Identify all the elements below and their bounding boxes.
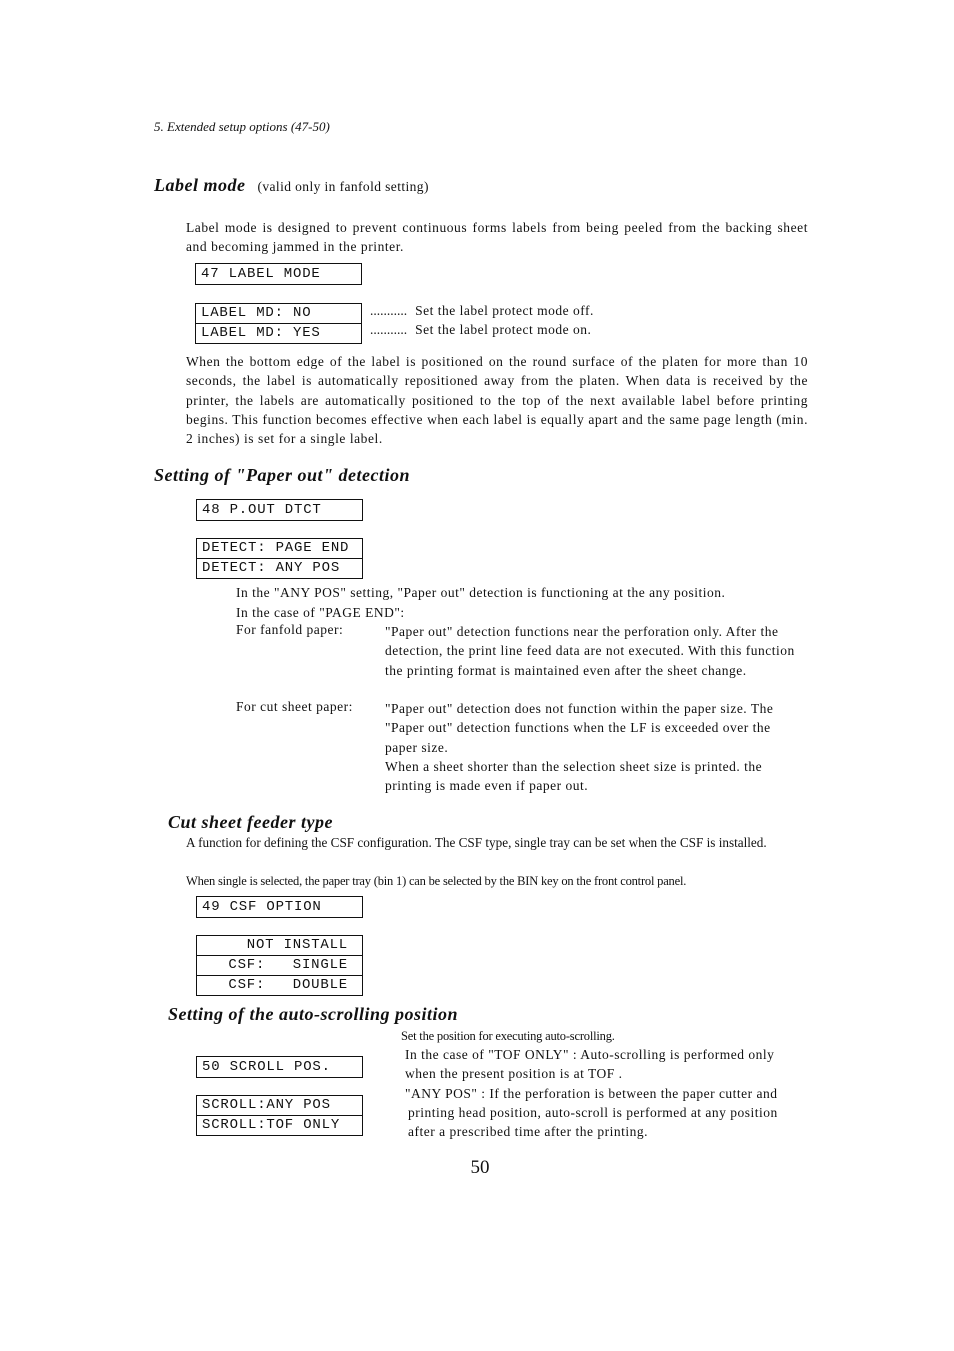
lcd-label-mode-options: [195, 303, 362, 344]
lcd-scroll-title: [196, 1056, 363, 1078]
cut-sheet-term: For cut sheet paper:: [236, 699, 353, 714]
lcd-option-label-no: LABEL MD: NO: [201, 305, 312, 321]
label-mode-note: (valid only in fanfold setting): [257, 179, 429, 194]
option-desc: Set the label protect mode on.: [415, 322, 592, 337]
lcd-option-any-pos: SCROLL:ANY POS: [202, 1097, 331, 1113]
label-mode-body: When the bottom edge of the label is positioned on the round surface of the platen for more than 10 seconds, the label is automatically repositioned away from the platen. When data is received by the printer, the labels are automatically positioned to the top of the next available label before printing begins. This function becomes effective when each label is equally apart and the same page length (min. 2 inches) is set for a single label.: [186, 354, 808, 447]
scroll-heading: Setting of the auto-scrolling position: [168, 1004, 459, 1024]
lcd-row: 50 SCROLL POS.: [202, 1059, 331, 1075]
scroll-any-text-1: "ANY POS" : If the perforation is between the paper cutter and: [405, 1086, 778, 1101]
leader-dots: ...........: [370, 322, 408, 337]
paper-out-line-1: In the "ANY POS" setting, "Paper out" detection is functioning at the any position.: [236, 585, 726, 600]
lcd-option-single: CSF: SINGLE: [197, 955, 362, 975]
lcd-row: 48 P.OUT DTCT: [202, 502, 322, 518]
lcd-option-page-end: DETECT: PAGE END: [202, 540, 350, 556]
label-mode-option-desc-1: [370, 301, 594, 320]
paper-out-heading: Setting of "Paper out" detection: [154, 465, 410, 485]
lcd-row: 47 LABEL MODE: [201, 266, 321, 282]
lcd-option-not-install: NOT INSTALL: [246, 937, 348, 953]
lcd-label-mode-title: [195, 263, 362, 285]
lcd-csf-options: [196, 935, 363, 996]
lcd-option-tof-only: SCROLL:TOF ONLY: [197, 1115, 362, 1135]
fanfold-def: "Paper out" detection functions near the perforation only. After the detection, the print line feed data are not executed. With this function the printing format is maintained even after the sheet change.: [385, 624, 795, 678]
cut-sheet-def-2: When a sheet shorter than the selection sheet size is printed. the printing is made even if paper out.: [385, 759, 763, 794]
lcd-row: 49 CSF OPTION: [202, 899, 322, 915]
lcd-option-any-pos: DETECT: ANY POS: [197, 558, 362, 578]
lcd-option-label-yes: LABEL MD: YES: [196, 323, 361, 343]
scroll-tof-text: In the case of "TOF ONLY" : Auto-scrolling is performed only when the present position is at TOF .: [405, 1047, 775, 1082]
csf-heading: Cut sheet feeder type: [168, 812, 333, 832]
lcd-csf-title: [196, 896, 363, 918]
lcd-option-double: CSF: DOUBLE: [197, 975, 362, 995]
fanfold-term: For fanfold paper:: [236, 622, 344, 637]
running-head: 5. Extended setup options (47-50): [154, 119, 330, 134]
scroll-intro: Set the position for executing auto-scrolling.: [401, 1029, 615, 1043]
csf-body-2: When single is selected, the paper tray (bin 1) can be selected by the BIN key on the front control panel.: [186, 874, 687, 888]
page-number: 50: [470, 1157, 490, 1178]
csf-body-1: A function for defining the CSF configuration. The CSF type, single tray can be set when the CSF is installed.: [186, 835, 767, 850]
label-mode-option-desc-2: [370, 320, 591, 339]
paper-out-line-2: In the case of "PAGE END":: [236, 605, 405, 620]
label-mode-heading: [154, 175, 429, 196]
scroll-any-text-2: printing head position, auto-scroll is performed at any position: [408, 1105, 778, 1120]
option-desc: Set the label protect mode off.: [415, 303, 594, 318]
lcd-scroll-options: [196, 1095, 363, 1136]
leader-dots: ...........: [370, 303, 408, 318]
scroll-any-text-3: after a prescribed time after the printing.: [408, 1124, 649, 1139]
lcd-paper-out-title: [196, 499, 363, 521]
cut-sheet-def: "Paper out" detection does not function within the paper size. The "Paper out" detection functions when the LF is exceeded over the paper size.: [385, 701, 774, 755]
label-mode-title: Label mode: [154, 175, 246, 195]
lcd-paper-out-options: [196, 538, 363, 579]
label-mode-intro: Label mode is designed to prevent continuous forms labels from being peeled from the backing sheet and becoming jammed in the printer.: [186, 220, 808, 255]
